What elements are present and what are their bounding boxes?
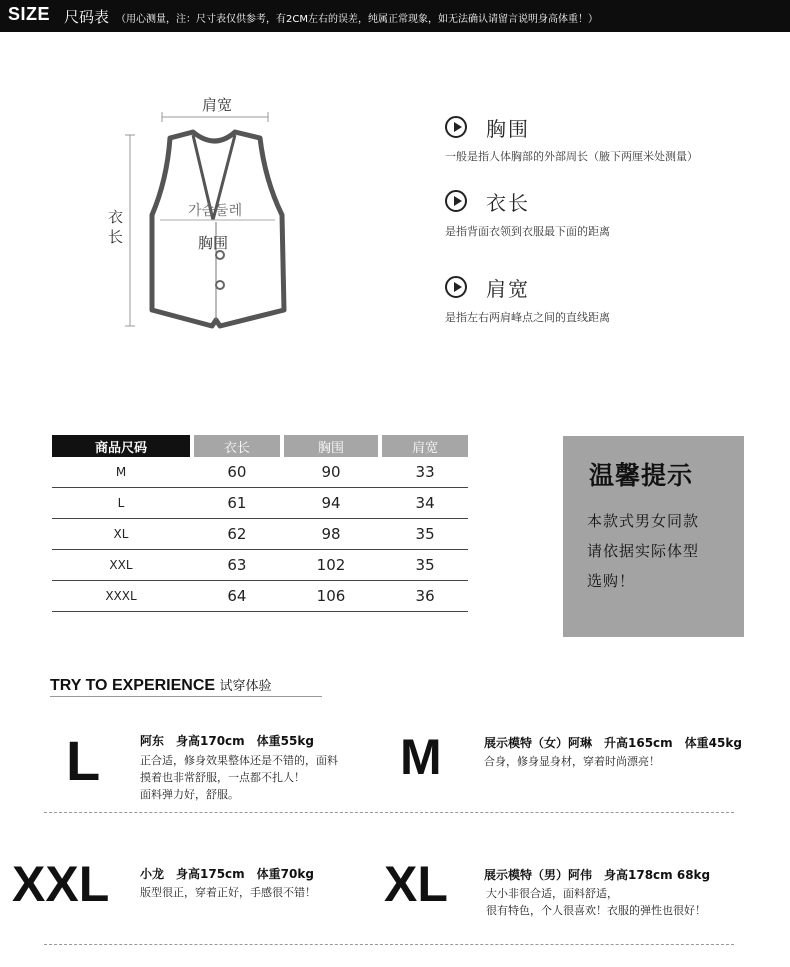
- model-name: 展示模特（男）阿伟 身高178cm 68kg: [484, 868, 711, 882]
- table-row: [52, 581, 468, 612]
- try-title-en: TRY TO EXPERIENCE: [50, 677, 216, 694]
- feature-title-chest: 胸围: [486, 117, 530, 141]
- table-cell: 98: [284, 519, 378, 550]
- table-header-row: [52, 435, 468, 457]
- dashed-divider: [44, 944, 734, 945]
- divider: [50, 696, 322, 697]
- dashed-divider: [44, 812, 734, 813]
- play-circle-icon: [445, 190, 467, 212]
- table-header: 衣长: [194, 435, 280, 457]
- table-row: [52, 550, 468, 581]
- play-circle-icon: [445, 116, 467, 138]
- table-cell: XXL: [52, 550, 190, 581]
- table-cell: 62: [194, 519, 280, 550]
- table-cell: 102: [284, 550, 378, 581]
- comment-line: 版型很正，穿着正好，手感很不错！: [140, 886, 316, 899]
- play-circle-icon: [445, 276, 467, 298]
- table-cell: 36: [382, 581, 468, 612]
- comment-line: 很有特色，个人很喜欢！衣服的弹性也很好！: [486, 904, 706, 917]
- model-size-badge: L: [66, 729, 101, 792]
- table-cell: 60: [194, 457, 280, 488]
- size-chart-title: 尺码表: [64, 8, 110, 26]
- chest-label: 胸围: [198, 234, 229, 252]
- table-cell: 63: [194, 550, 280, 581]
- table-cell: XL: [52, 519, 190, 550]
- size-table: [52, 435, 468, 612]
- table-header: 肩宽: [382, 435, 468, 457]
- shoulder-label: 肩宽: [202, 96, 233, 114]
- tip-title: 温馨提示: [589, 461, 694, 490]
- table-header: 胸围: [284, 435, 378, 457]
- size-chart-note: （用心测量，注：尺寸表仅供参考，有2CM左右的误差，纯属正常现象，如无法确认请留言说明身高体重！）: [116, 14, 598, 25]
- table-cell: 33: [382, 457, 468, 488]
- model-comment: [484, 753, 660, 770]
- comment-line: 大小非很合适，面料舒适，: [486, 887, 618, 900]
- table-row: [52, 488, 468, 519]
- try-title-cn: 试穿体验: [219, 679, 272, 694]
- table-cell: M: [52, 457, 190, 488]
- model-name: 阿东 身高170cm 体重55kg: [140, 734, 314, 748]
- table-header: 商品尺码: [52, 435, 190, 457]
- model-size-badge: XL: [384, 856, 448, 912]
- feature-title-shoulder: 肩宽: [486, 277, 530, 301]
- table-cell: 35: [382, 519, 468, 550]
- feature-title-length: 衣长: [486, 191, 530, 215]
- table-cell: L: [52, 488, 190, 519]
- table-cell: 94: [284, 488, 378, 519]
- try-section-title: [50, 675, 272, 695]
- table-cell: 64: [194, 581, 280, 612]
- comment-line: 摸着也非常舒服，一点都不扎人！: [140, 771, 305, 784]
- table-cell: 61: [194, 488, 280, 519]
- model-name: 展示模特（女）阿琳 升高165cm 体重45kg: [484, 736, 742, 750]
- table-cell: 90: [284, 457, 378, 488]
- tip-body: [587, 506, 699, 596]
- tip-box: [563, 436, 744, 637]
- table-cell: 34: [382, 488, 468, 519]
- comment-line: 合身，修身显身材，穿着时尚漂亮！: [484, 755, 660, 768]
- tip-line: 选购！: [587, 572, 636, 590]
- table-cell: XXXL: [52, 581, 190, 612]
- feature-desc-shoulder: 是指左右两肩峰点之间的直线距离: [445, 311, 610, 324]
- model-size-badge: XXL: [12, 856, 110, 912]
- model-size-badge: M: [400, 729, 442, 785]
- table-row: [52, 519, 468, 550]
- feature-desc-chest: 一般是指人体胸部的外部周长（腋下两厘米处测量）: [445, 150, 698, 163]
- table-cell: 35: [382, 550, 468, 581]
- model-comment: [486, 885, 706, 919]
- tip-line: 请依据实际体型: [587, 542, 700, 560]
- chest-korean-label: 가슴둘레: [188, 203, 243, 219]
- tip-line: 本款式男女同款: [587, 512, 700, 530]
- comment-line: 正合适，修身效果整体还是不错的，面料: [140, 754, 338, 767]
- table-cell: 106: [284, 581, 378, 612]
- size-label: SIZE: [8, 4, 51, 24]
- header-bar: [0, 0, 790, 32]
- length-label: 衣长: [108, 208, 124, 246]
- model-comment: [140, 752, 338, 803]
- feature-desc-length: 是指背面衣领到衣服最下面的距离: [445, 225, 610, 238]
- comment-line: 面料弹力好，舒服。: [140, 788, 239, 801]
- model-name: 小龙 身高175cm 体重70kg: [140, 867, 314, 881]
- table-row: [52, 457, 468, 488]
- model-comment: [140, 884, 316, 901]
